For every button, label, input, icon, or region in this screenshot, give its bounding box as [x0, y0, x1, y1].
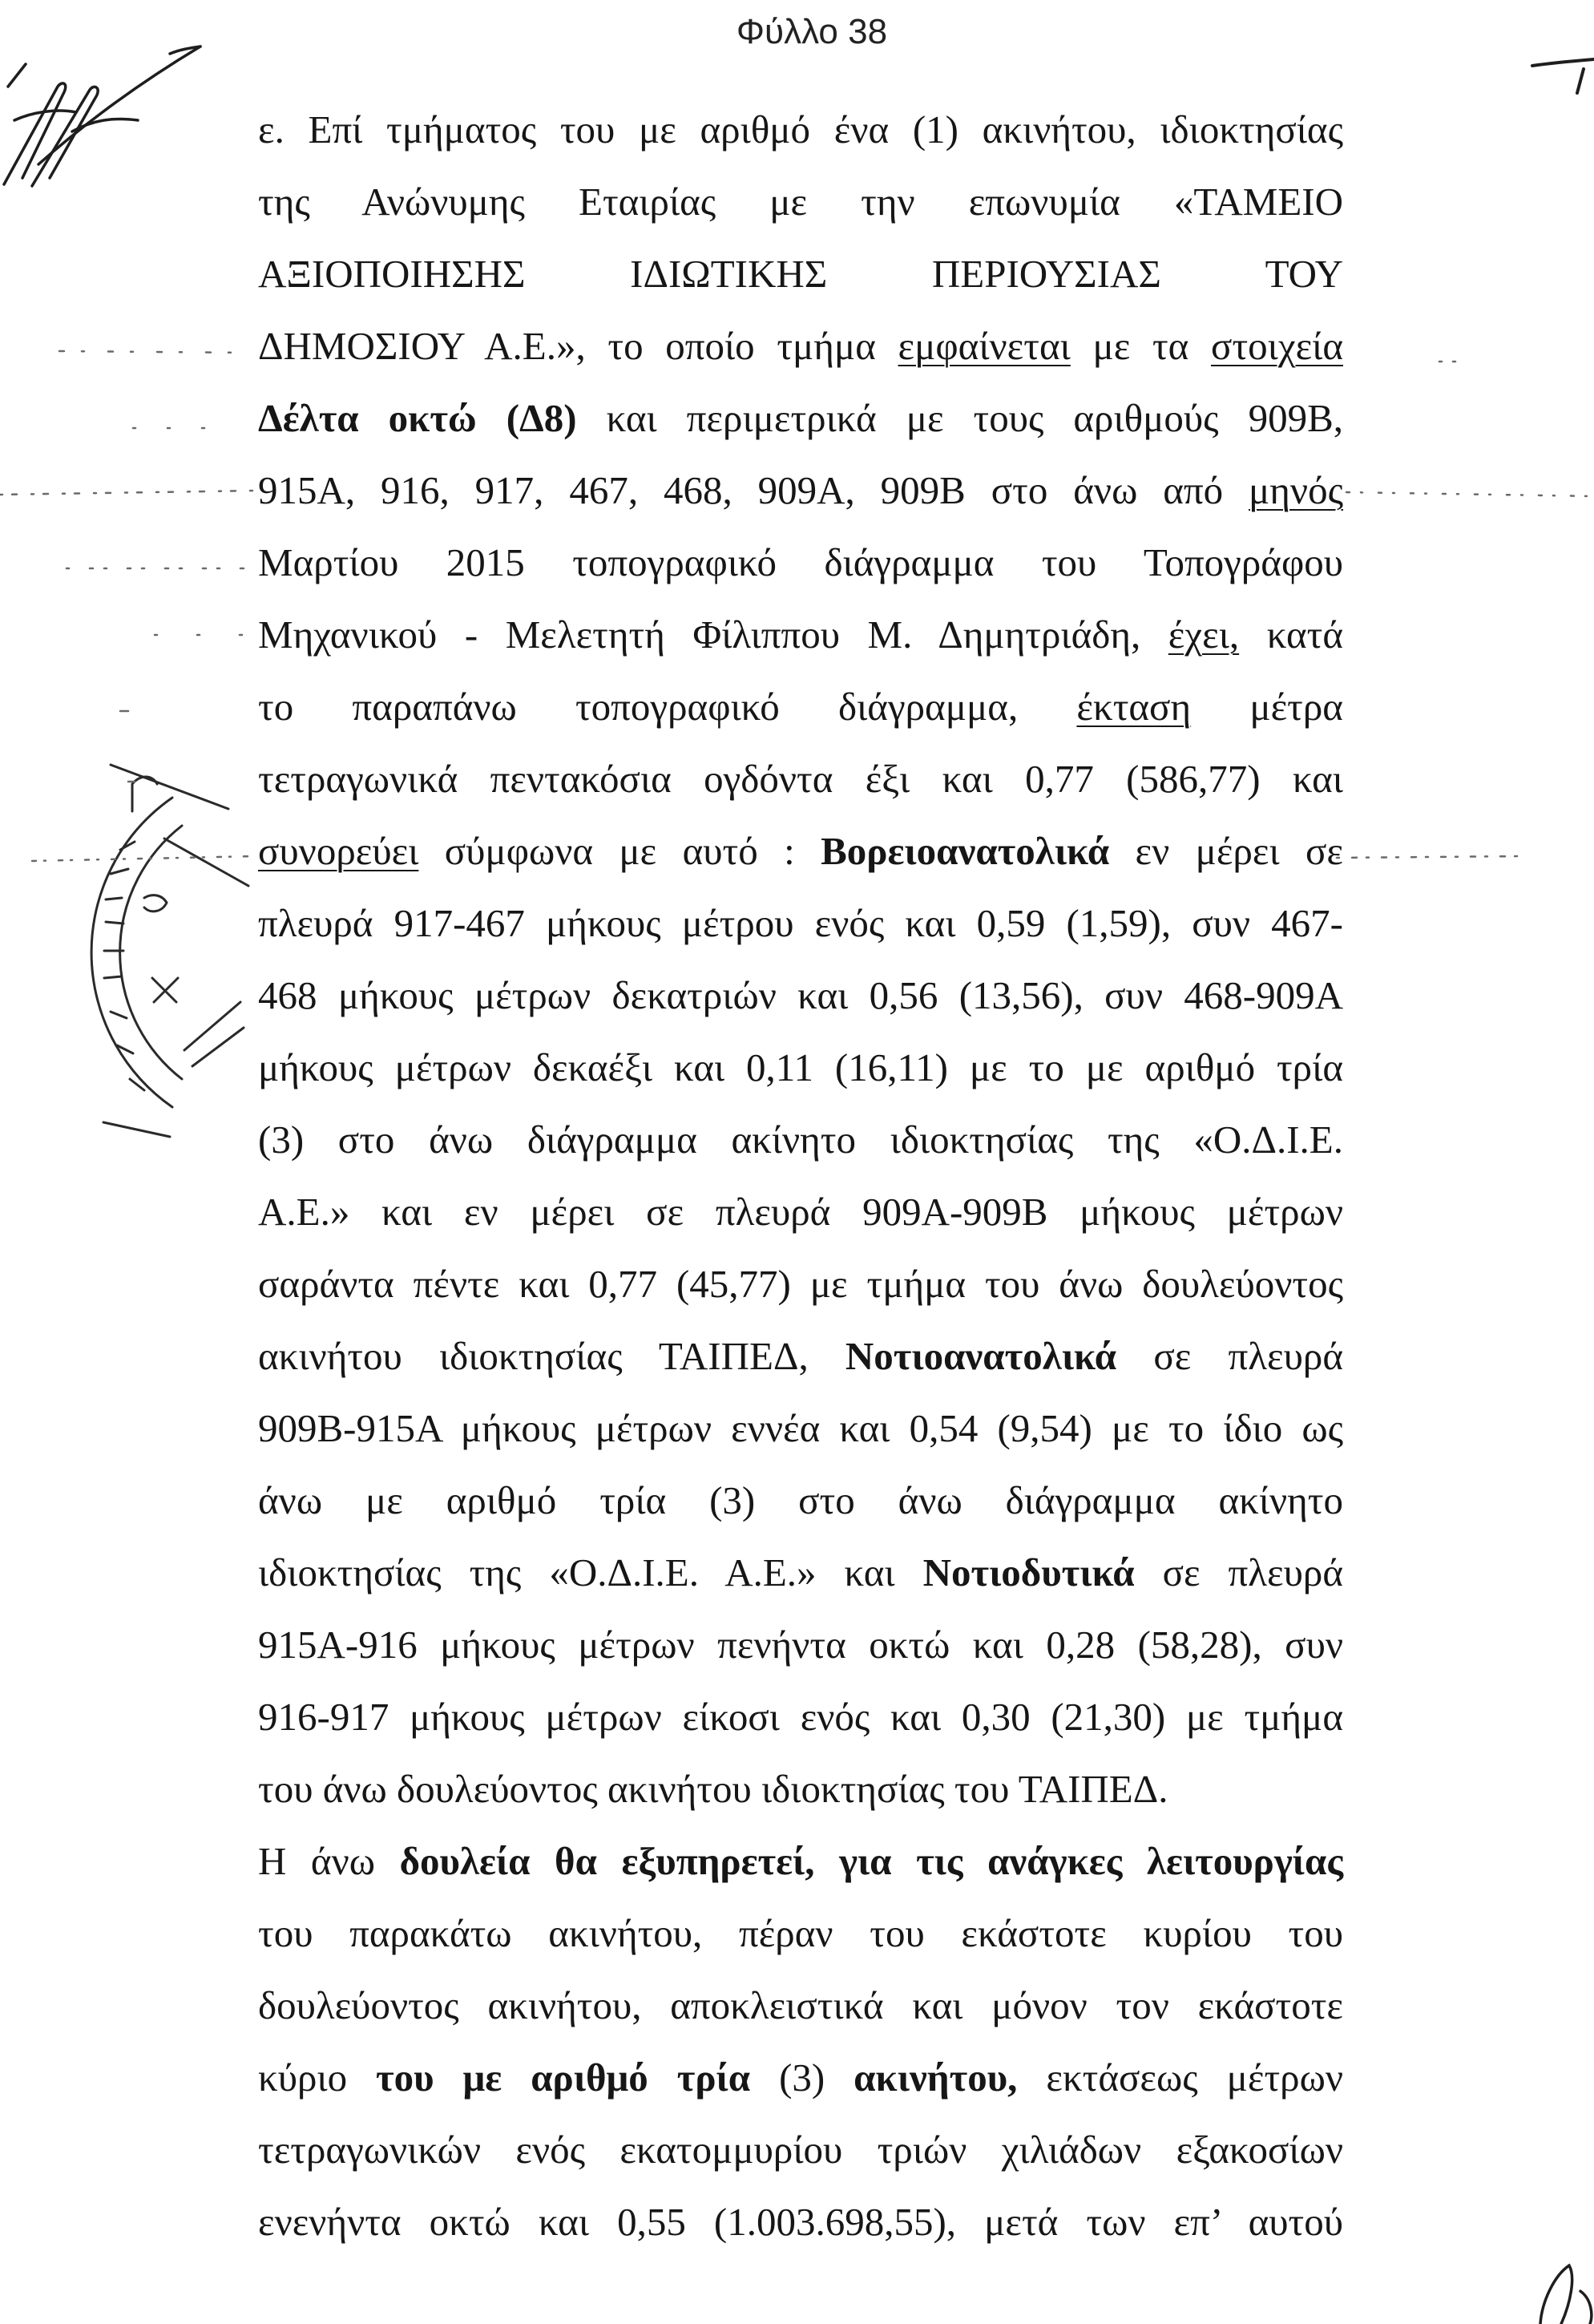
text-run: ΑΞΙΟΠΟΙΗΣΗΣ ΙΔΙΩΤΙΚΗΣ ΠΕΡΙΟΥΣΙΑΣ ΤΟΥ: [258, 252, 1343, 296]
text-run: με τα: [1070, 324, 1212, 368]
margin-mark-top-right: [1532, 59, 1594, 93]
text-run: του άνω δουλεύοντος ακινήτου ιδιοκτησίας του ΤΑΙΠΕΔ.: [258, 1767, 1168, 1811]
underlined-text: έχει,: [1168, 612, 1240, 657]
underlined-text: εμφαίνεται: [898, 324, 1071, 368]
text-line: [258, 1465, 1343, 1537]
bold-text: Νοτιοανατολικά: [845, 1334, 1117, 1378]
text-run: (3): [750, 2055, 854, 2100]
underlined-text: έκταση: [1076, 685, 1192, 729]
text-line: [258, 1753, 1343, 1825]
text-run: τετραγωνικά πεντακόσια ογδόντα έξι και 0,77 (586,77) και: [258, 757, 1343, 801]
stamp-mark: [91, 765, 248, 1137]
text-run: εν μέρει σε: [1109, 829, 1344, 873]
text-line: [258, 527, 1343, 599]
text-run: ακινήτου ιδιοκτησίας ΤΑΙΠΕΔ,: [258, 1334, 845, 1378]
text-run: κύριο: [258, 2055, 377, 2100]
text-run: της Ανώνυμης Εταιρίας με την επωνυμία «ΤΑΜΕΙΟ: [258, 180, 1343, 224]
text-line: [258, 1898, 1343, 1970]
text-line: [258, 94, 1343, 166]
text-line: [258, 1248, 1343, 1320]
text-line: [258, 1609, 1343, 1681]
document-body: [258, 94, 1343, 2258]
text-line: [258, 1320, 1343, 1392]
text-run: 468 μήκους μέτρων δεκατριών και 0,56 (13,56), συν 468-909Α: [258, 973, 1343, 1017]
text-run: κατά: [1239, 612, 1344, 657]
text-run: το παραπάνω τοπογραφικό διάγραμμα,: [258, 685, 1077, 729]
text-line: [258, 1392, 1343, 1465]
underlined-text: μηνός: [1249, 468, 1343, 512]
text-line: [258, 1176, 1343, 1248]
text-run: 916-917 μήκους μέτρων είκοσι ενός και 0,30 (21,30) με τμήμα: [258, 1695, 1343, 1739]
text-line: [258, 2042, 1343, 2114]
text-run: δουλεύοντος ακινήτου, αποκλειστικά και μόνον τον εκάστοτε: [258, 1983, 1343, 2027]
bold-text: Νοτιοδυτικά: [922, 1550, 1135, 1594]
text-line: [258, 2186, 1343, 2258]
text-run: ενενήντα οκτώ και 0,55 (1.003.698,55), μετά των επ’ αυτού: [258, 2200, 1343, 2244]
text-line: [258, 382, 1343, 455]
text-run: σε πλευρά: [1134, 1550, 1344, 1594]
text-line: [258, 743, 1343, 815]
bold-text: Δέλτα οκτώ (Δ8): [258, 396, 577, 440]
text-run: σαράντα πέντε και 0,77 (45,77) με τμήμα του άνω δουλεύοντος: [258, 1262, 1343, 1306]
text-line: [258, 960, 1343, 1032]
text-line: [258, 238, 1343, 310]
text-run: ΔΗΜΟΣΙΟΥ Α.Ε.», το οποίο τμήμα: [258, 324, 898, 368]
paragraph-1: [258, 94, 1343, 1825]
bold-text: Βορειοανατολικά: [821, 829, 1110, 873]
text-run: άνω με αριθμό τρία (3) στο άνω διάγραμμα ακίνητο: [258, 1478, 1343, 1522]
bold-text: δουλεία θα εξυπηρετεί, για τις ανάγκες λειτουργίας: [399, 1839, 1344, 1883]
text-line: [258, 1537, 1343, 1609]
text-line: [258, 815, 1343, 887]
text-run: Η άνω: [258, 1839, 400, 1883]
text-run: 909Β-915Α μήκους μέτρων εννέα και 0,54 (9,54) με το ίδιο ως: [258, 1406, 1343, 1450]
text-line: [258, 671, 1343, 743]
text-run: σε πλευρά: [1116, 1334, 1343, 1378]
text-run: μέτρα: [1191, 685, 1343, 729]
text-run: σύμφωνα με αυτό :: [418, 829, 821, 873]
text-run: 915Α, 916, 917, 467, 468, 909Α, 909Β στο άνω από: [258, 468, 1249, 512]
bold-text: του με αριθμό τρία: [376, 2055, 751, 2100]
sheet-number: Φύλλο 38: [736, 12, 888, 51]
text-line: [258, 887, 1343, 960]
text-run: πλευρά 917-467 μήκους μέτρου ενός και 0,59 (1,59), συν 467-: [258, 901, 1343, 945]
text-line: [258, 1104, 1343, 1176]
text-line: [258, 2114, 1343, 2186]
text-line: [258, 455, 1343, 527]
text-run: τετραγωνικών ενός εκατομμυρίου τριών χιλιάδων εξακοσίων: [258, 2128, 1343, 2172]
text-run: Μαρτίου 2015 τοπογραφικό διάγραμμα του Τοπογράφου: [258, 540, 1343, 584]
text-run: (3) στο άνω διάγραμμα ακίνητο ιδιοκτησίας της «Ο.Δ.Ι.Ε.: [258, 1118, 1343, 1162]
text-run: και περιμετρικά με τους αριθμούς 909Β,: [576, 396, 1343, 440]
text-line: [258, 166, 1343, 238]
text-run: Α.Ε.» και εν μέρει σε πλευρά 909Α-909Β μήκους μέτρων: [258, 1190, 1343, 1234]
text-run: εκτάσεως μέτρων: [1017, 2055, 1343, 2100]
text-run: 915Α-916 μήκους μέτρων πενήντα οκτώ και 0,28 (58,28), συν: [258, 1623, 1343, 1667]
text-run: ε. Επί τμήματος του με αριθμό ένα (1) ακινήτου, ιδιοκτησίας: [258, 107, 1343, 152]
text-line: [258, 1681, 1343, 1753]
text-line: [258, 310, 1343, 382]
text-run: ιδιοκτησίας της «Ο.Δ.Ι.Ε. Α.Ε.» και: [258, 1550, 923, 1594]
underlined-text: στοιχεία: [1211, 324, 1343, 368]
text-line: [258, 599, 1343, 671]
text-run: μήκους μέτρων δεκαέξι και 0,11 (16,11) με το με αριθμό τρία: [258, 1045, 1343, 1089]
text-line: [258, 1825, 1343, 1898]
bold-text: ακινήτου,: [853, 2055, 1018, 2100]
underlined-text: συνορεύει: [258, 829, 419, 873]
paragraph-2: [258, 1825, 1343, 2258]
text-line: [258, 1970, 1343, 2042]
signature-mark: [4, 46, 200, 186]
margin-mark-bottom-right: [1540, 2265, 1592, 2324]
text-run: Μηχανικού - Μελετητή Φίλιππου Μ. Δημητριάδη,: [258, 612, 1168, 657]
text-line: [258, 1032, 1343, 1104]
text-run: του παρακάτω ακινήτου, πέραν του εκάστοτε κυρίου του: [258, 1911, 1343, 1955]
